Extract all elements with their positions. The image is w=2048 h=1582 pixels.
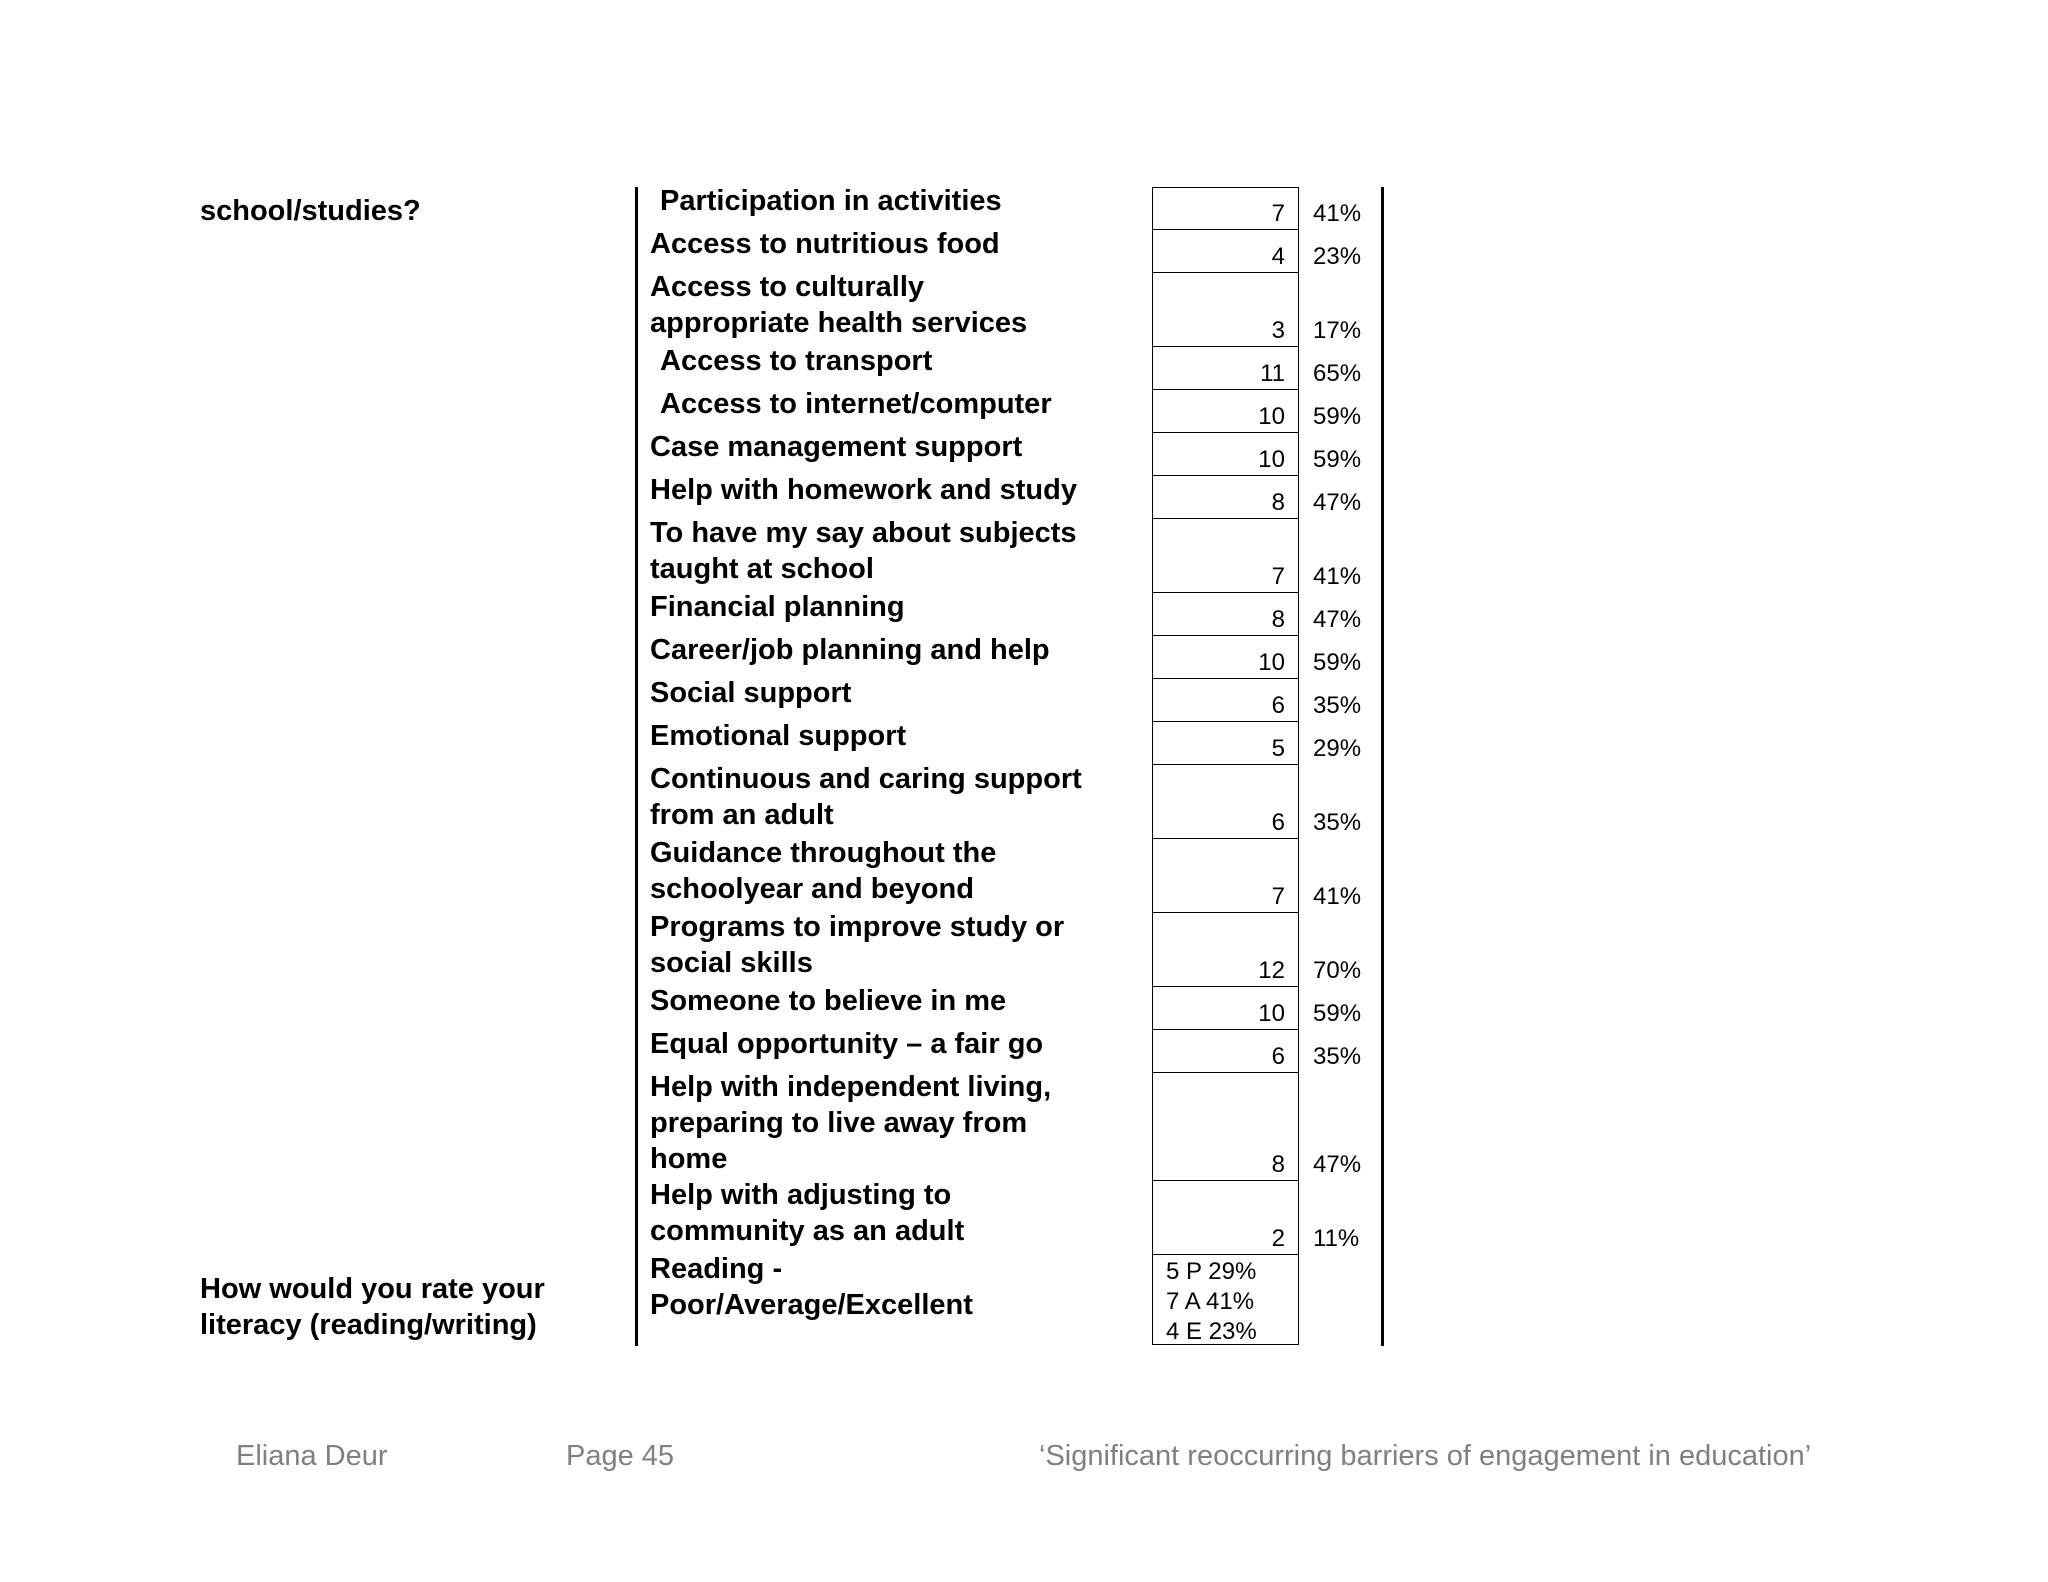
row-label: Financial planning: [650, 591, 905, 623]
row-percentage: 65%: [1313, 360, 1362, 387]
table-row: [650, 987, 1370, 1030]
row-percentage: 59%: [1313, 649, 1362, 676]
row-label: Access to transport: [660, 345, 933, 377]
row-percentage: 59%: [1313, 1000, 1362, 1027]
row-label: Programs to improve study or social skills: [650, 911, 1065, 979]
table-row: [650, 230, 1370, 273]
row-percentage: 17%: [1313, 317, 1362, 344]
literacy-question-text: How would you rate your literacy (reading/writing): [200, 1273, 545, 1341]
table-row: [650, 765, 1370, 839]
table-row: [650, 839, 1370, 913]
table-row: [650, 433, 1370, 476]
table-divider-left: [635, 187, 638, 1346]
survey-table: [650, 187, 1370, 1345]
table-row: [650, 679, 1370, 722]
row-label: Participation in activities: [660, 185, 1002, 217]
row-percentage: 59%: [1313, 403, 1362, 430]
row-label: Help with homework and study: [650, 474, 1077, 506]
row-count: 12: [1258, 957, 1285, 984]
table-row: [650, 636, 1370, 679]
row-count: 2: [1271, 1225, 1285, 1252]
table-row: [650, 1030, 1370, 1073]
row-percentage: 47%: [1313, 606, 1362, 633]
reading-label: Reading - Poor/Average/Excellent: [650, 1253, 973, 1321]
row-percentage: 35%: [1313, 809, 1362, 836]
row-percentage: 35%: [1313, 1043, 1362, 1070]
table-row: [650, 273, 1370, 347]
row-count: 11: [1260, 360, 1285, 387]
row-count: 7: [1271, 200, 1285, 227]
row-label: Continuous and caring support from an adult: [650, 763, 1082, 831]
row-count: 8: [1271, 1151, 1285, 1178]
row-count: 4: [1271, 243, 1285, 270]
row-label: Social support: [650, 677, 852, 709]
table-row: [650, 1181, 1370, 1255]
row-label: Career/job planning and help: [650, 634, 1050, 666]
row-percentage: 23%: [1313, 243, 1362, 270]
row-count: 10: [1258, 403, 1285, 430]
row-count: 7: [1271, 883, 1285, 910]
row-percentage: 35%: [1313, 692, 1362, 719]
reading-values: 5 P 29% 7 A 41% 4 E 23%: [1166, 1258, 1257, 1345]
row-percentage: 70%: [1313, 957, 1362, 984]
reading-row: [650, 1255, 1370, 1345]
question-text: school/studies?: [200, 195, 421, 227]
row-count: 6: [1271, 692, 1285, 719]
row-count: 10: [1258, 1000, 1285, 1027]
row-label: Help with independent living, preparing to live away from home: [650, 1071, 1052, 1175]
footer-author: Eliana Deur: [236, 1440, 388, 1472]
row-percentage: 41%: [1313, 200, 1362, 227]
row-count: 3: [1271, 317, 1285, 344]
table-row: [650, 913, 1370, 987]
row-count: 7: [1271, 563, 1285, 590]
row-label: To have my say about subjects taught at school: [650, 517, 1077, 585]
row-count: 6: [1271, 1043, 1285, 1070]
row-percentage: 41%: [1313, 563, 1362, 590]
row-label: Access to internet/computer: [660, 388, 1052, 420]
row-count: 5: [1271, 735, 1285, 762]
row-count: 10: [1258, 649, 1285, 676]
row-label: Someone to believe in me: [650, 985, 1007, 1017]
row-label: Help with adjusting to community as an adult: [650, 1179, 965, 1247]
row-percentage: 11%: [1313, 1225, 1360, 1252]
footer-page-number: Page 45: [566, 1440, 675, 1472]
table-row: [650, 519, 1370, 593]
row-count: 6: [1271, 809, 1285, 836]
row-label: Emotional support: [650, 720, 907, 752]
row-count: 8: [1271, 489, 1285, 516]
table-row: [650, 593, 1370, 636]
table-row: [650, 1073, 1370, 1181]
row-percentage: 47%: [1313, 1151, 1362, 1178]
row-label: Access to culturally appropriate health services: [650, 271, 1028, 339]
row-percentage: 41%: [1313, 883, 1362, 910]
row-percentage: 59%: [1313, 446, 1362, 473]
table-row: [650, 347, 1370, 390]
table-divider-right: [1381, 187, 1384, 1346]
row-count: 8: [1271, 606, 1285, 633]
row-label: Case management support: [650, 431, 1023, 463]
row-label: Access to nutritious food: [650, 228, 1000, 260]
table-row: [650, 187, 1370, 230]
footer-document-title: ‘Significant reoccurring barriers of engagement in education’: [1039, 1440, 1812, 1472]
table-row: [650, 476, 1370, 519]
row-label: Equal opportunity – a fair go: [650, 1028, 1044, 1060]
table-row: [650, 722, 1370, 765]
row-percentage: 29%: [1313, 735, 1362, 762]
row-label: Guidance throughout the schoolyear and beyond: [650, 837, 997, 905]
table-row: [650, 390, 1370, 433]
row-count: 10: [1258, 446, 1285, 473]
row-percentage: 47%: [1313, 489, 1362, 516]
